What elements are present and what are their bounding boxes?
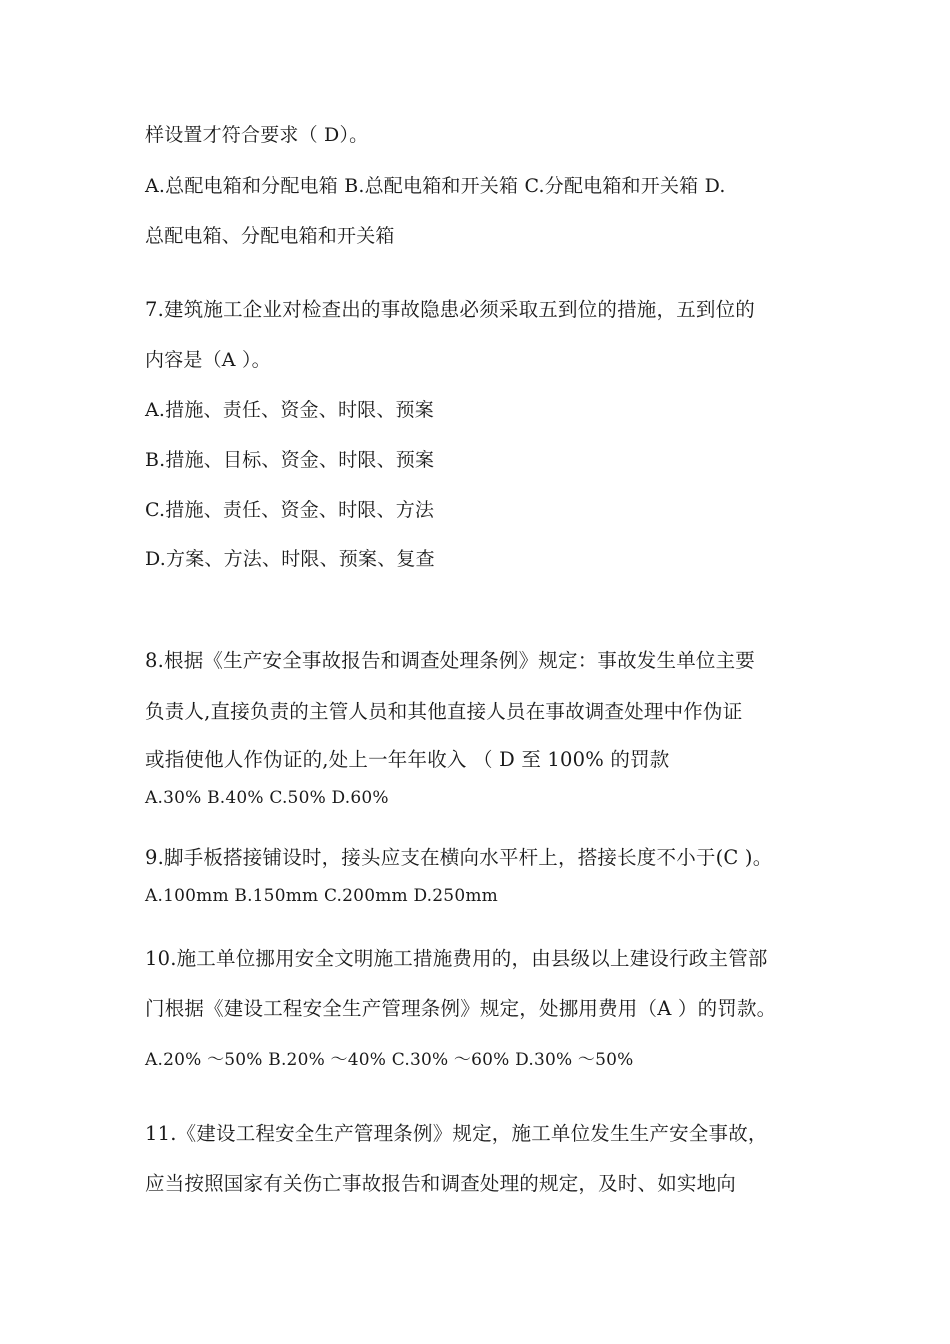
q7-stem-line-1: 7.建筑施工企业对检查出的事故隐患必须采取五到位的措施，五到位的: [145, 298, 756, 321]
q8-options: A.30% B.40% C.50% D.60%: [145, 788, 389, 808]
q8-stem-line-3: 或指使他人作伪证的,处上一年年收入 （ D 至 100% 的罚款: [145, 748, 670, 771]
q11-stem-line-1: 11.《建设工程安全生产管理条例》规定，施工单位发生生产安全事故，: [145, 1122, 768, 1145]
q6-options-line-1: A.总配电箱和分配电箱 B.总配电箱和开关箱 C.分配电箱和开关箱 D.: [145, 175, 726, 197]
q8-stem-line-2: 负责人,直接负责的主管人员和其他直接人员在事故调查处理中作伪证: [145, 700, 743, 723]
q6-stem-end: 样设置才符合要求（ D）。: [145, 124, 369, 146]
q7-option-d: D.方案、方法、时限、预案、复查: [145, 548, 435, 570]
q7-stem-line-2: 内容是（A ）。: [145, 349, 271, 371]
q9-options: A.100mm B.150mm C.200mm D.250mm: [145, 886, 498, 906]
q10-stem-line-1: 10.施工单位挪用安全文明施工措施费用的，由县级以上建设行政主管部: [145, 947, 768, 970]
q8-stem-line-1: 8.根据《生产安全事故报告和调查处理条例》规定：事故发生单位主要: [145, 649, 756, 672]
q7-option-a: A.措施、责任、资金、时限、预案: [145, 399, 434, 421]
q7-option-b: B.措施、目标、资金、时限、预案: [145, 449, 435, 471]
q11-stem-line-2: 应当按照国家有关伤亡事故报告和调查处理的规定，及时、如实地向: [145, 1172, 737, 1195]
q10-stem-line-2: 门根据《建设工程安全生产管理条例》规定，处挪用费用（A ）的罚款。: [145, 997, 777, 1020]
q7-option-c: C.措施、责任、资金、时限、方法: [145, 499, 435, 521]
q9-stem: 9.脚手板搭接铺设时，接头应支在横向水平杆上，搭接长度不小于(C )。: [145, 846, 773, 869]
q6-options-line-2: 总配电箱、分配电箱和开关箱: [145, 225, 395, 247]
q10-options: A.20% ～50% B.20% ～40% C.30% ～60% D.30% ～50%: [145, 1050, 634, 1070]
